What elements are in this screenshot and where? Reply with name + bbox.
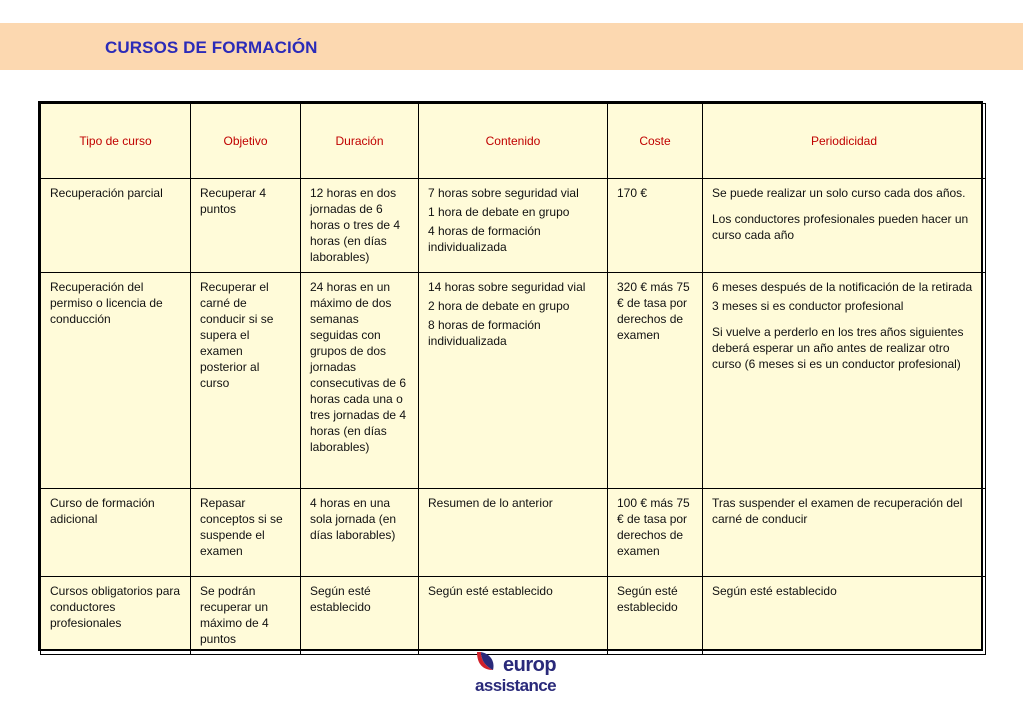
table-row [41,273,986,489]
cell-objetivo [191,577,301,655]
logo-mark-icon [475,650,497,672]
cell-tipo [41,179,191,273]
cell-text: Curso de formación adicional [50,496,155,526]
cell-text: 24 horas en un máximo de dos semanas seguidas con grupos de dos jornadas consecutivas de 6 horas cada una o tres jornadas de 4 horas (en días laborables) [310,280,407,454]
cell-text: Recuperar el carné de conducir si se supera el examen posterior al curso [200,280,274,390]
cell-contenido [419,489,608,577]
cell-text: 4 horas en una sola jornada (en días laborables) [310,496,397,542]
cell-tipo [41,489,191,577]
cell-text: Cursos obligatorios para conductores profesionales [50,584,181,630]
cell-text: Tras suspender el examen de recuperación del carné de conducir [712,496,963,526]
cell-text: Si vuelve a perderlo en los tres años siguientes deberá esperar un año antes de realizar otro curso (6 meses si es un conductor profesional) [712,325,964,371]
cell-text: 2 hora de debate en grupo [428,299,570,313]
courses-table [40,103,986,655]
header-contenido: Contenido [419,104,608,179]
cell-text: 3 meses si es conductor profesional [712,299,904,313]
cell-text: 170 € [617,186,648,200]
header-tipo: Tipo de curso [41,104,191,179]
cell-text: Repasar conceptos si se suspende el examen [200,496,283,558]
cell-text: Según esté establecido [310,584,371,614]
cell-contenido [419,179,608,273]
cell-duracion [301,273,419,489]
courses-table-frame [38,101,983,651]
cell-text: Se puede realizar un solo curso cada dos años. [712,186,966,200]
cell-text: 14 horas sobre seguridad vial [428,280,586,294]
cell-periodicidad [703,577,986,655]
cell-text: 320 € más 75 € de tasa por derechos de examen [617,280,690,342]
cell-text: 8 horas de formación individualizada [428,318,541,348]
cell-text: 7 horas sobre seguridad vial [428,186,579,200]
cell-text: Resumen de lo anterior [428,496,553,510]
header-coste: Coste [608,104,703,179]
europ-assistance-logo [473,650,563,700]
cell-contenido [419,577,608,655]
logo-text-europ: europ [503,654,557,676]
table-header-row [41,104,986,179]
cell-text: Recuperar 4 puntos [200,186,267,216]
cell-text: Se podrán recuperar un máximo de 4 puntos [200,584,269,646]
cell-text: 1 hora de debate en grupo [428,205,570,219]
cell-periodicidad [703,273,986,489]
cell-text: Según esté establecido [617,584,678,614]
cell-periodicidad [703,489,986,577]
cell-text: Según esté establecido [428,584,553,598]
cell-coste [608,489,703,577]
cell-text: 4 horas de formación individualizada [428,224,541,254]
cell-contenido [419,273,608,489]
cell-text: Recuperación del permiso o licencia de conducción [50,280,163,326]
cell-text: Recuperación parcial [50,186,163,200]
cell-coste [608,577,703,655]
cell-coste [608,179,703,273]
cell-tipo [41,577,191,655]
cell-text: Según esté establecido [712,584,837,598]
page-title: CURSOS DE FORMACIÓN [105,38,318,57]
cell-objetivo [191,489,301,577]
table-row [41,489,986,577]
header-periodicidad: Periodicidad [703,104,986,179]
table-row [41,577,986,655]
cell-text: 6 meses después de la notificación de la retirada [712,280,973,294]
cell-objetivo [191,273,301,489]
table-row [41,179,986,273]
logo-text-assistance: assistance [475,676,556,695]
cell-coste [608,273,703,489]
cell-text: 12 horas en dos jornadas de 6 horas o tres de 4 horas (en días laborables) [310,186,401,264]
cell-periodicidad [703,179,986,273]
cell-text: 100 € más 75 € de tasa por derechos de examen [617,496,690,558]
cell-duracion [301,179,419,273]
cell-text: Los conductores profesionales pueden hacer un curso cada año [712,212,969,242]
header-duracion: Duración [301,104,419,179]
cell-objetivo [191,179,301,273]
header-objetivo: Objetivo [191,104,301,179]
cell-duracion [301,489,419,577]
cell-duracion [301,577,419,655]
cell-tipo [41,273,191,489]
